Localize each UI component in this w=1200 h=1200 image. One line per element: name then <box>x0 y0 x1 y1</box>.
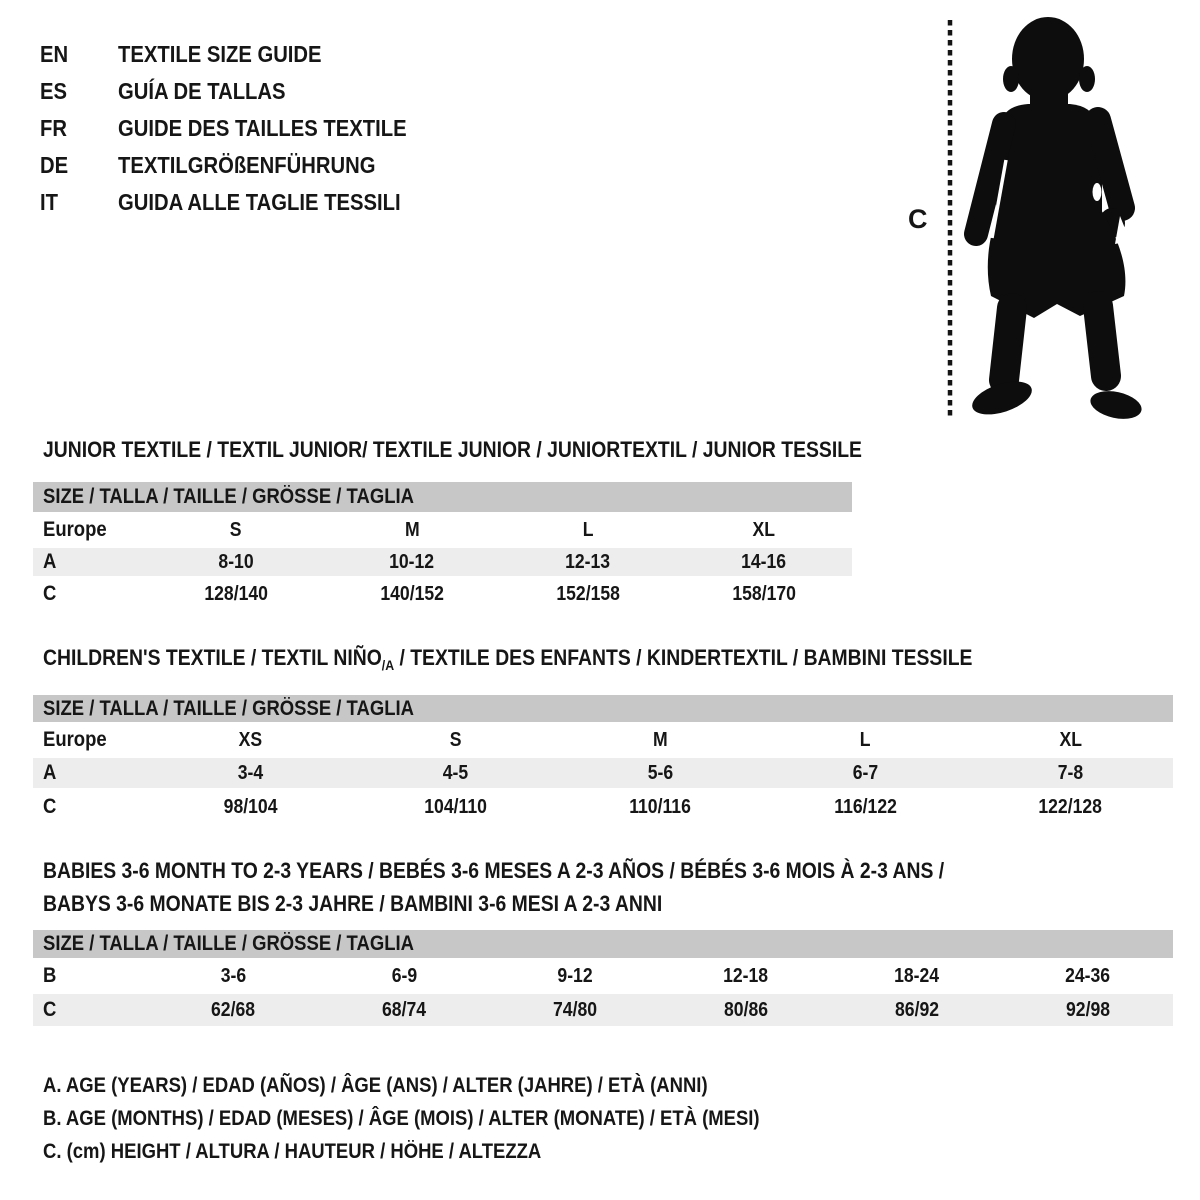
table-cell: M <box>653 728 668 751</box>
table-cell: 10-12 <box>389 550 435 573</box>
baby-silhouette-figure <box>938 8 1152 422</box>
language-title-block <box>40 36 446 221</box>
table-cell: S <box>230 518 242 541</box>
region-row <box>33 722 1173 758</box>
table-cell: 3-6 <box>220 964 247 987</box>
table-cell: 12-18 <box>723 964 769 987</box>
table-cell: 140/152 <box>380 582 444 605</box>
table-cell: 24-36 <box>1065 964 1111 987</box>
table-cell: 92/98 <box>1065 998 1110 1021</box>
table-cell: 62/68 <box>211 998 256 1021</box>
children-title-main: CHILDREN'S TEXTILE / TEXTIL NIÑO <box>43 645 382 670</box>
table-cell: 18-24 <box>894 964 940 987</box>
language-row-fr <box>40 110 446 147</box>
age-row <box>33 548 852 576</box>
legend-height-cm: C. (cm) HEIGHT / ALTURA / HAUTEUR / HÖHE / ALTEZZA <box>43 1139 542 1163</box>
table-cell: 9-12 <box>557 964 593 987</box>
language-code: IT <box>40 189 58 215</box>
table-cell: 158/170 <box>732 582 796 605</box>
language-code: DE <box>40 152 69 178</box>
language-code: FR <box>40 115 67 141</box>
table-cell: 14-16 <box>741 550 787 573</box>
language-label: GUIDA ALLE TAGLIE TESSILI <box>118 189 401 215</box>
table-cell: 74/80 <box>553 998 598 1021</box>
table-cell: 122/128 <box>1038 795 1103 818</box>
figure-height-label: C <box>908 204 928 234</box>
table-cell: 68/74 <box>382 998 427 1021</box>
table-cell: 104/110 <box>424 795 487 818</box>
babies-title-line1: BABIES 3-6 MONTH TO 2-3 YEARS / BEBÉS 3-6 MESES A 2-3 AÑOS / BÉBÉS 3-6 MOIS À 2-3 ANS / <box>43 858 945 883</box>
baby-silhouette <box>968 17 1144 422</box>
table-cell: 110/116 <box>629 795 692 818</box>
size-header-row: SIZE / TALLA / TAILLE / GRÖSSE / TAGLIA <box>33 930 1173 958</box>
size-header-row: SIZE / TALLA / TAILLE / GRÖSSE / TAGLIA <box>33 695 1173 722</box>
row-label: B <box>43 964 57 987</box>
language-code: EN <box>40 41 69 67</box>
language-label: TEXTILE SIZE GUIDE <box>118 41 322 67</box>
language-code: ES <box>40 78 68 104</box>
children-title-subscript: /A <box>381 657 395 673</box>
table-cell: 98/104 <box>223 795 278 818</box>
row-label: C <box>43 795 57 818</box>
table-cell: M <box>404 518 420 541</box>
language-label: TEXTILGRÖßENFÜHRUNG <box>118 152 376 178</box>
row-label: A <box>43 550 57 573</box>
table-cell: 7-8 <box>1057 761 1084 784</box>
babies-title-line2: BABYS 3-6 MONATE BIS 2-3 JAHRE / BAMBINI 3-6 MESI A 2-3 ANNI <box>43 891 663 916</box>
language-row-it <box>40 184 446 221</box>
row-label: Europe <box>43 728 107 751</box>
months-row <box>33 958 1173 994</box>
table-cell: XL <box>1059 728 1082 751</box>
table-cell: 128/140 <box>204 582 268 605</box>
table-cell: 6-7 <box>852 761 879 784</box>
table-cell: 5-6 <box>647 761 674 784</box>
legend-age-years: A. AGE (YEARS) / EDAD (AÑOS) / ÂGE (ANS) / ALTER (JAHRE) / ETÀ (ANNI) <box>43 1073 708 1097</box>
language-row-de <box>40 147 446 184</box>
table-cell: 6-9 <box>391 964 417 987</box>
babies-size-table <box>33 930 1173 1026</box>
table-cell: 86/92 <box>894 998 939 1021</box>
table-cell: L <box>860 728 871 751</box>
measurement-legend <box>43 1069 857 1168</box>
children-table-title <box>43 646 1099 677</box>
table-cell: 80/86 <box>723 998 768 1021</box>
size-header-row: SIZE / TALLA / TAILLE / GRÖSSE / TAGLIA <box>33 482 852 512</box>
height-row <box>33 576 852 612</box>
height-row <box>33 788 1173 826</box>
children-title-rest: / TEXTILE DES ENFANTS / KINDERTEXTIL / BAMBINI TESSILE <box>394 645 973 670</box>
language-row-es <box>40 73 446 110</box>
table-cell: 8-10 <box>218 550 254 573</box>
table-cell: 152/158 <box>556 582 620 605</box>
children-size-table <box>33 695 1173 826</box>
table-cell: 3-4 <box>237 761 264 784</box>
row-label: Europe <box>43 518 107 541</box>
junior-table-title: JUNIOR TEXTILE / TEXTIL JUNIOR/ TEXTILE JUNIOR / JUNIORTEXTIL / JUNIOR TESSILE <box>43 437 862 462</box>
region-row <box>33 512 852 548</box>
table-cell: XL <box>752 518 776 541</box>
row-label: A <box>43 761 57 784</box>
table-cell: S <box>449 728 462 751</box>
junior-size-table <box>33 482 852 612</box>
row-label: C <box>43 998 57 1021</box>
legend-age-months: B. AGE (MONTHS) / EDAD (MESES) / ÂGE (MOIS) / ALTER (MONATE) / ETÀ (MESI) <box>43 1106 760 1130</box>
language-label: GUIDE DES TAILLES TEXTILE <box>118 115 407 141</box>
table-cell: L <box>582 518 594 541</box>
babies-table-title <box>43 854 1067 920</box>
table-cell: XS <box>238 728 263 751</box>
table-cell: 4-5 <box>442 761 469 784</box>
language-row-en <box>40 36 446 73</box>
height-row <box>33 994 1173 1026</box>
age-row <box>33 758 1173 788</box>
table-cell: 12-13 <box>565 550 611 573</box>
language-label: GUÍA DE TALLAS <box>118 78 286 104</box>
table-cell: 116/122 <box>834 795 897 818</box>
row-label: C <box>43 582 57 605</box>
